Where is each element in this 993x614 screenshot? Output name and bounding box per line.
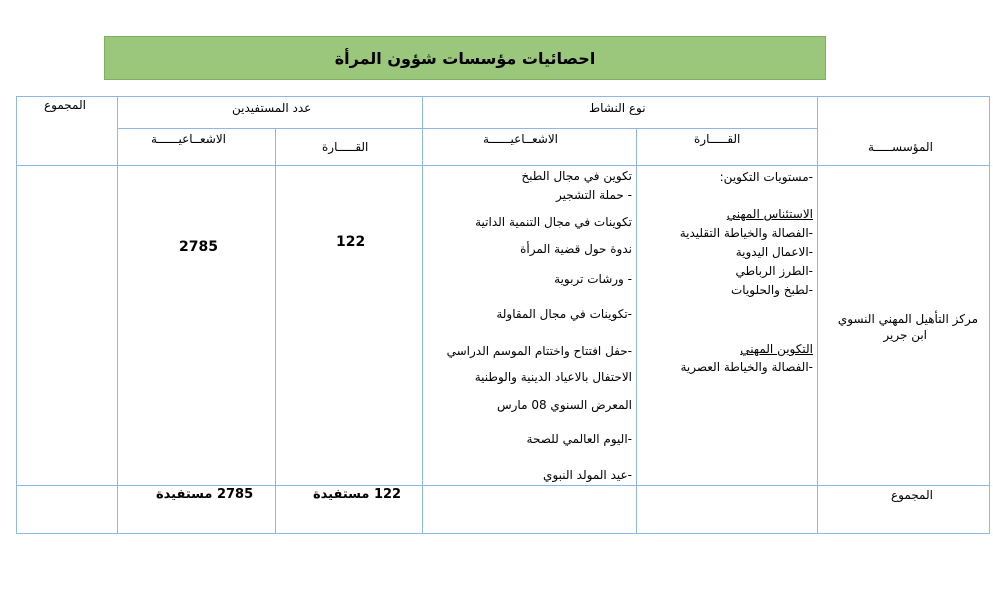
table-divider xyxy=(817,96,818,534)
outreach-activity: - ورشات تربوية xyxy=(554,272,632,286)
header-beneficiaries-outreach: الاشعــاعيــــــة xyxy=(151,132,227,146)
outreach-activity: - حملة التشجير xyxy=(555,188,632,202)
totals-outreach: 2785 مستفيدة xyxy=(156,487,254,502)
table-divider xyxy=(16,485,990,486)
beneficiaries-outreach-count: 2785 xyxy=(179,239,218,255)
table-divider xyxy=(275,128,276,534)
header-activity-outreach: الاشعــاعيــــــة xyxy=(483,132,559,146)
istinnas-heading: الاستئناس المهني xyxy=(726,207,813,221)
istinnas-item: -الطرز الرباطي xyxy=(735,264,813,278)
table-divider xyxy=(117,128,817,129)
table-divider xyxy=(117,96,118,534)
header-activity-permanent: القـــــارة xyxy=(694,132,741,146)
beneficiaries-permanent-count: 122 xyxy=(336,234,366,250)
outreach-activity: تكوين في مجال الطبخ xyxy=(521,169,632,183)
table-divider xyxy=(636,128,637,534)
page-title: احصائيات مؤسسات شؤون المرأة xyxy=(104,36,826,80)
header-institution: المؤسســـــة xyxy=(868,140,933,154)
outreach-activity: ندوة حول قضية المرأة xyxy=(520,242,632,256)
vocational-heading: التكوين المهني xyxy=(740,342,813,356)
header-beneficiaries-permanent: القـــــارة xyxy=(322,140,369,154)
table-divider xyxy=(16,165,990,166)
table-divider xyxy=(422,96,423,534)
vocational-item: -الفصالة والخياطة العصرية xyxy=(680,360,813,374)
outreach-activity: الاحتفال بالاعياد الدينية والوطنية xyxy=(474,370,632,384)
outreach-activity: -تكوينات في مجال المقاولة xyxy=(496,307,632,321)
outreach-activity: -عيد المولد النبوي xyxy=(543,468,632,482)
training-levels-label: -مستويات التكوين: xyxy=(719,170,813,184)
istinnas-item: -الفصالة والخياطة التقليدية xyxy=(679,226,813,240)
header-total: المجموع xyxy=(44,98,86,112)
outreach-activity: -حفل افتتاح واختتام الموسم الدراسي xyxy=(446,344,632,358)
totals-permanent: 122 مستفيدة xyxy=(313,487,402,502)
header-activity-type: نوع النشاط xyxy=(589,101,646,115)
istinnas-item: -الاعمال اليدوية xyxy=(735,245,813,259)
institution-name: مركز التأهيل المهني النسوي xyxy=(837,312,978,326)
outreach-activity: المعرض السنوي 08 مارس xyxy=(496,398,632,412)
totals-label: المجموع xyxy=(891,488,933,502)
outreach-activity: تكوينات في مجال التنمية الداتية xyxy=(475,215,632,229)
outreach-activity: -اليوم العالمي للصحة xyxy=(526,432,632,446)
institution-city: ابن جرير xyxy=(883,328,927,342)
istinnas-item: -لطبخ والحلويات xyxy=(730,283,813,297)
header-beneficiaries: عدد المستفيدين xyxy=(232,101,312,115)
